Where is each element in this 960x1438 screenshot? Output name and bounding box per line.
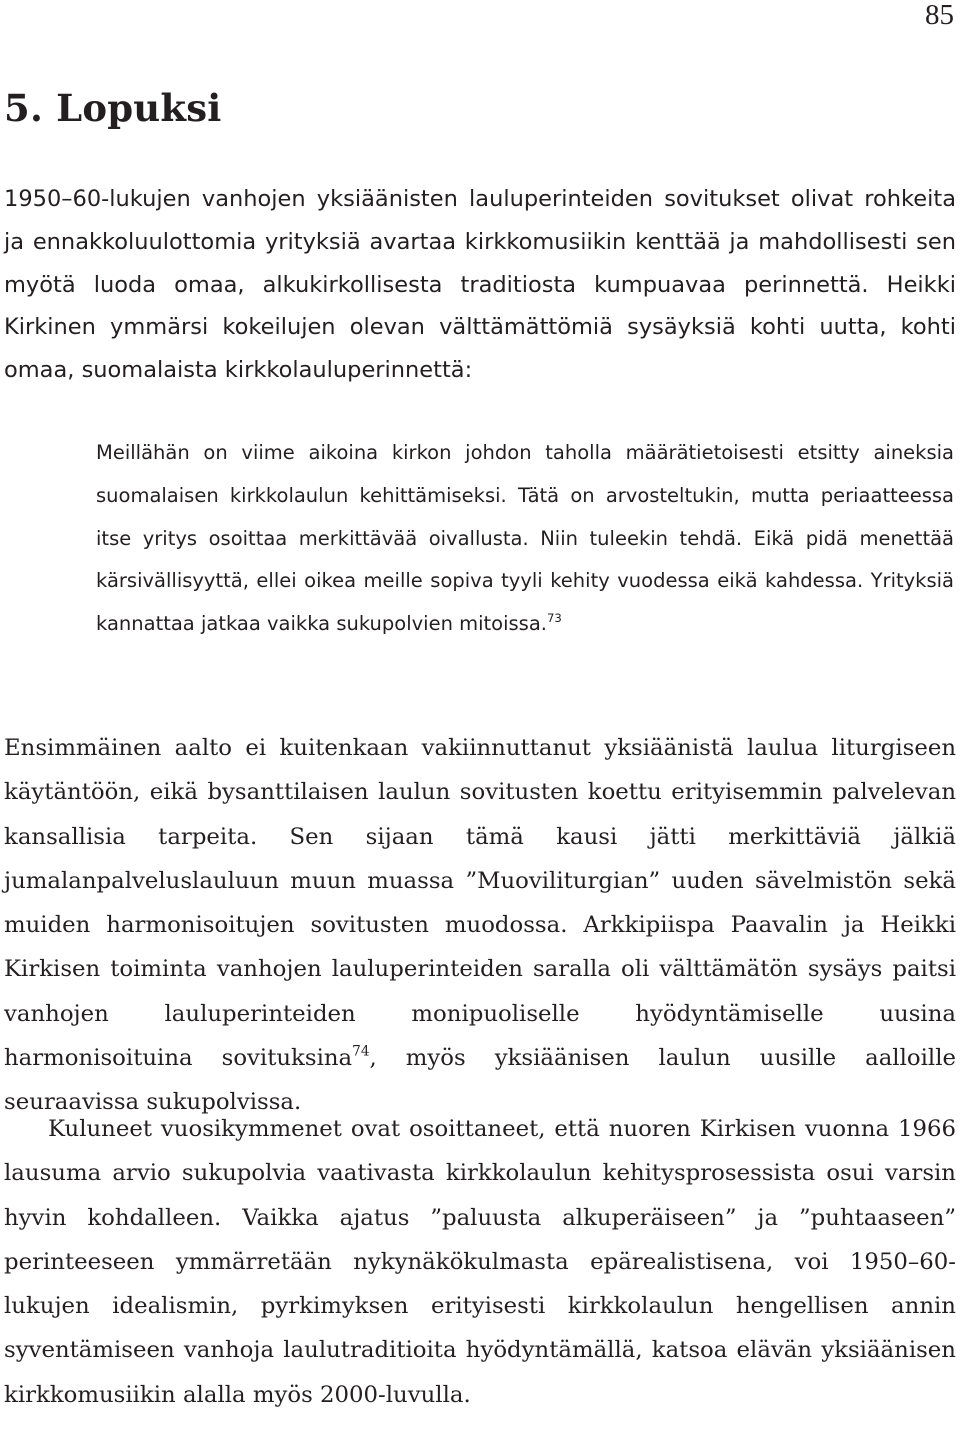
footnote-ref-73[interactable]: 73	[547, 611, 562, 625]
intro-paragraph: 1950–60-lukujen vanhojen yksiäänisten lauluperinteiden sovitukset olivat rohkeita ja ennakkoluulottomia yrityksiä avartaa kirkkomusiikin kenttää ja mahdollisesti sen myötä luoda omaa, alkukirkollisesta traditiosta kumpuavaa perinnettä. Heikki Kirkinen ymmärsi kokeilujen olevan välttämättömiä sysäyksiä kohti uutta, kohti omaa, suomalaista kirkkolauluperinnettä:	[4, 186, 956, 384]
body-paragraph-2: Kuluneet vuosikymmenet ovat osoittaneet, että nuoren Kirkisen vuonna 1966 lausuma arvio sukupolvia vaativasta kirkkolaulun kehitysprosessista osui varsin hyvin kohdalleen. Vaikka ajatus ”paluusta alkuperäiseen” ja ”puhtaaseen” perinteeseen ymmärretään nykynäkökulmasta epärealistisena, voi 1950–60-lukujen idealismin, pyrkimyksen erityisesti kirkkolaulun hengellisen annin syventämiseen vanhoja laulutraditioita hyödyntämällä, katsoa elävän yksiäänisen kirkkomusiikin alalla myös 2000-luvulla.	[4, 1116, 956, 1408]
footnote-ref-74[interactable]: 74	[352, 1043, 370, 1060]
block-quote	[96, 432, 954, 646]
chapter-title: 5. Lopuksi	[4, 86, 222, 130]
paragraph-1-text-end: , myös yksiäänisen laulun uusille aalloille seuraavissa sukupolvissa.	[4, 1045, 956, 1116]
paragraph-1-text: Ensimmäinen aalto ei kuitenkaan vakiinnuttanut yksiäänistä laulua liturgiseen käytäntöön, eikä bysanttilaisen laulun sovitusten koettu erityisemmin palvelevan kansallisia tarpeita. Sen sijaan tämä kausi jätti merkittäviä jälkiä jumalanpalveluslauluun muun muassa ”Muoviliturgian” uuden sävelmistön sekä muiden harmonisoitujen sovitusten muodossa. Arkkipiispa Paavalin ja Heikki Kirkisen toiminta vanhojen lauluperinteiden saralla oli välttämätön sysäys paitsi vanhojen lauluperinteiden monipuoliselle hyödyntämiselle uusina harmonisoituina sovituksina	[4, 735, 956, 1072]
page-number: 85	[925, 0, 954, 31]
quote-text: Meillähän on viime aikoina kirkon johdon taholla määrätietoisesti etsitty aineksia suomalaisen kirkkolaulun kehittämiseksi. Tätä on arvosteltukin, mutta periaatteessa itse yritys osoittaa merkittävää oivallusta. Niin tuleekin tehdä. Eikä pidä menettää kärsivällisyyttä, ellei oikea meille sopiva tyyli kehity vuodessa eikä kahdessa. Yrityksiä kannattaa jatkaa vaikka sukupolvien mitoissa.	[96, 441, 954, 636]
body-paragraph-1	[4, 726, 956, 1125]
